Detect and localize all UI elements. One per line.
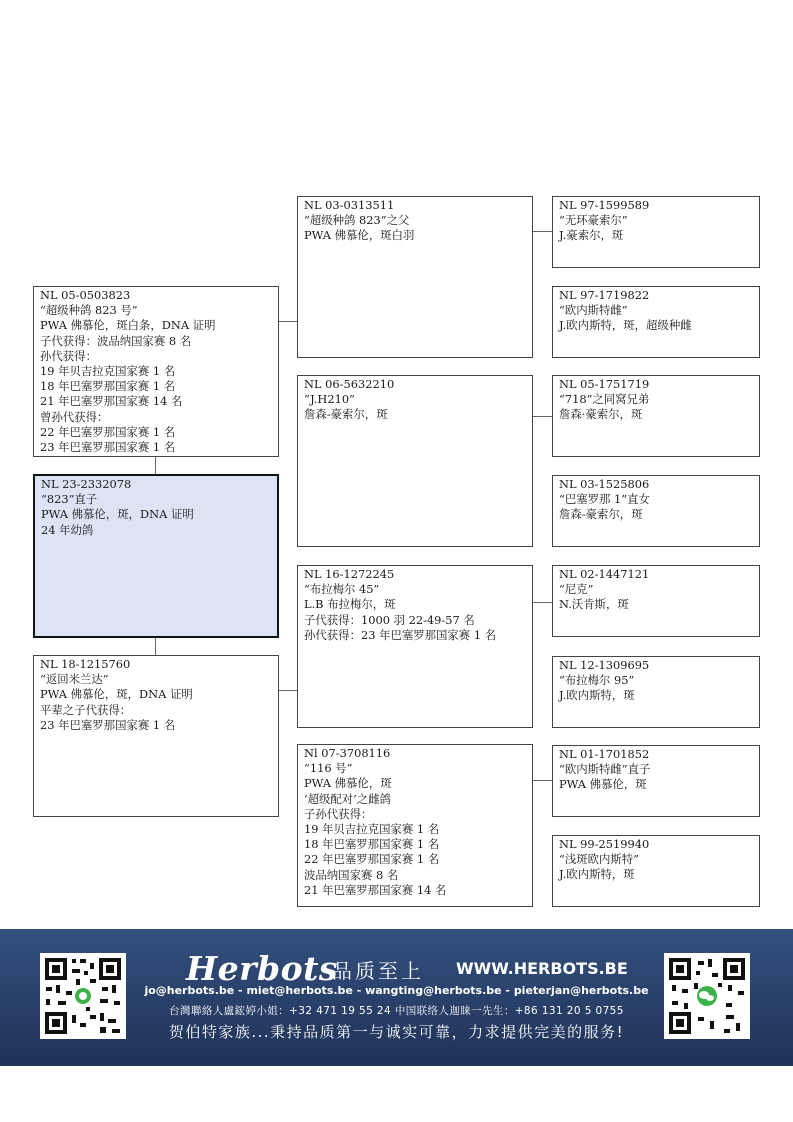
ggp-card-4[interactable]: [552, 475, 760, 547]
pigeon-name: “欧内斯特雌”: [559, 303, 628, 318]
brand-motto: 品质至上: [332, 959, 424, 983]
info-line: J.欧内斯特，斑，超级种雌: [559, 318, 692, 333]
ring-number: NL 03-0313511: [304, 198, 395, 212]
sire-sire-card[interactable]: [297, 196, 533, 358]
info-line: 18 年巴塞罗那国家赛 1 名: [304, 837, 440, 852]
info-line: 21 年巴塞罗那国家赛 14 名: [304, 882, 447, 897]
ring-number: NL 05-0503823: [40, 288, 131, 302]
email-list[interactable]: jo@herbots.be - miet@herbots.be - wangting@herbots.be - pieterjan@herbots.be: [144, 984, 649, 997]
ggp-card-5[interactable]: [552, 565, 760, 637]
pigeon-name: “巴塞罗那 1”直女: [559, 492, 650, 507]
info-line: J.欧内斯特，斑: [559, 688, 635, 703]
info-line: 24 年幼鸽: [41, 522, 94, 537]
pigeon-name: “J.H210”: [304, 392, 355, 407]
ggp-card-6[interactable]: [552, 656, 760, 728]
pigeon-name: “尼克”: [559, 582, 594, 597]
pigeon-name: “返回米兰达”: [40, 672, 109, 687]
wechat-qr-code-icon[interactable]: [664, 953, 750, 1039]
herbots-logo: Herbots: [186, 949, 338, 988]
info-line: 18 年巴塞罗那国家赛 1 名: [40, 379, 176, 394]
info-line: PWA 佛慕伦，斑白条，DNA 证明: [40, 318, 216, 333]
info-line: 子孙代获得：: [304, 806, 373, 821]
ggp-card-1[interactable]: [552, 196, 760, 268]
contact-line: 台灣聯絡人盧鋐婷小姐：+32 471 19 55 24 中国联络人迦睐一先生：+86 131 20 5 0755: [169, 1005, 624, 1017]
ring-number: Nl 07-3708116: [304, 746, 391, 760]
sire-dam-card[interactable]: [297, 375, 533, 547]
info-line: 子代获得：1000 羽 22-49-57 名: [304, 612, 475, 627]
info-line: 23 年巴塞罗那国家赛 1 名: [40, 717, 176, 732]
ring-number: NL 16-1272245: [304, 567, 395, 581]
info-line: 22 年巴塞罗那国家赛 1 名: [40, 424, 176, 439]
ggp-card-2[interactable]: [552, 286, 760, 358]
dam-dam-card[interactable]: [297, 744, 533, 907]
dam-sire-card[interactable]: [297, 565, 533, 728]
ring-number: NL 01-1701852: [559, 747, 650, 761]
ring-number: NL 05-1751719: [559, 377, 650, 391]
footer-banner: [0, 929, 793, 1066]
info-line: ‘超级配对’之雌鸽: [304, 791, 391, 806]
info-line: 平辈之子代获得：: [40, 702, 132, 717]
info-line: 19 年贝吉拉克国家赛 1 名: [304, 822, 440, 837]
connector-sire-parents: [279, 321, 297, 322]
website-link[interactable]: WWW.HERBOTS.BE: [456, 959, 628, 978]
pigeon-name: “布拉梅尔 95”: [559, 673, 635, 688]
ring-number: NL 97-1599589: [559, 198, 650, 212]
info-line: PWA 佛慕伦，斑白羽: [304, 228, 415, 243]
connector-dam-parents: [279, 690, 297, 691]
info-line: 21 年巴塞罗那国家赛 14 名: [40, 394, 183, 409]
info-line: 曾孙代获得：: [40, 409, 109, 424]
ring-number: NL 03-1525806: [559, 477, 650, 491]
ring-number: NL 12-1309695: [559, 658, 650, 672]
pigeon-name: “116 号”: [304, 761, 353, 776]
info-line: 波品纳国家赛 8 名: [304, 867, 399, 882]
ring-number: NL 97-1719822: [559, 288, 650, 302]
ggp-card-8[interactable]: [552, 835, 760, 907]
info-line: PWA 佛慕伦，斑: [304, 776, 392, 791]
info-line: PWA 佛慕伦，斑，DNA 证明: [41, 507, 194, 522]
ggp-card-3[interactable]: [552, 375, 760, 457]
info-line: 詹森-豪索尔，斑: [304, 407, 388, 422]
pigeon-name: “超级种鸽 823 号”: [40, 303, 138, 318]
pigeon-name: “布拉梅尔 45”: [304, 582, 380, 597]
subject-card[interactable]: [33, 474, 279, 638]
info-line: J.欧内斯特，斑: [559, 867, 635, 882]
pigeon-name: “欧内斯特雌”直子: [559, 762, 651, 777]
connector-subject-dam: [155, 638, 156, 655]
sire-card[interactable]: [33, 286, 279, 457]
connector-dd: [533, 780, 552, 781]
ring-number: NL 23-2332078: [41, 477, 132, 491]
connector-sire-subject: [155, 457, 156, 474]
ring-number: NL 18-1215760: [40, 657, 131, 671]
info-line: 孙代获得：23 年巴塞罗那国家赛 1 名: [304, 627, 497, 642]
connector-sd: [533, 416, 552, 417]
info-line: L.B 布拉梅尔，斑: [304, 597, 396, 612]
info-line: 詹森-豪索尔，斑: [559, 507, 643, 522]
info-line: 23 年巴塞罗那国家赛 1 名: [40, 440, 176, 455]
connector-ss: [533, 231, 552, 232]
pigeon-name: “718”之同窝兄弟: [559, 392, 650, 407]
ring-number: NL 02-1447121: [559, 567, 650, 581]
info-line: 詹森·豪索尔，斑: [559, 407, 643, 422]
info-line: 孙代获得：: [40, 348, 97, 363]
ring-number: NL 06-5632210: [304, 377, 395, 391]
info-line: PWA 佛慕伦，斑，DNA 证明: [40, 687, 193, 702]
info-line: 19 年贝吉拉克国家赛 1 名: [40, 364, 176, 379]
pigeon-name: “823”直子: [41, 492, 98, 507]
connector-ds: [533, 602, 552, 603]
pigeon-name: “超级种鸽 823”之父: [304, 213, 410, 228]
info-line: J.豪索尔，斑: [559, 228, 624, 243]
ggp-card-7[interactable]: [552, 745, 760, 817]
slogan: 贺伯特家族...秉持品质第一与诚实可靠，力求提供完美的服务!: [168, 1023, 625, 1041]
brand-row: [186, 949, 626, 989]
info-line: PWA 佛慕伦，斑: [559, 777, 647, 792]
dam-card[interactable]: [33, 655, 279, 817]
pigeon-name: “无环豪索尔”: [559, 213, 628, 228]
info-line: 子代获得：波品纳国家赛 8 名: [40, 333, 192, 348]
info-line: N.沃肯斯，斑: [559, 597, 629, 612]
ring-number: NL 99-2519940: [559, 837, 650, 851]
info-line: 22 年巴塞罗那国家赛 1 名: [304, 852, 440, 867]
pigeon-name: “浅斑欧内斯特”: [559, 852, 639, 867]
